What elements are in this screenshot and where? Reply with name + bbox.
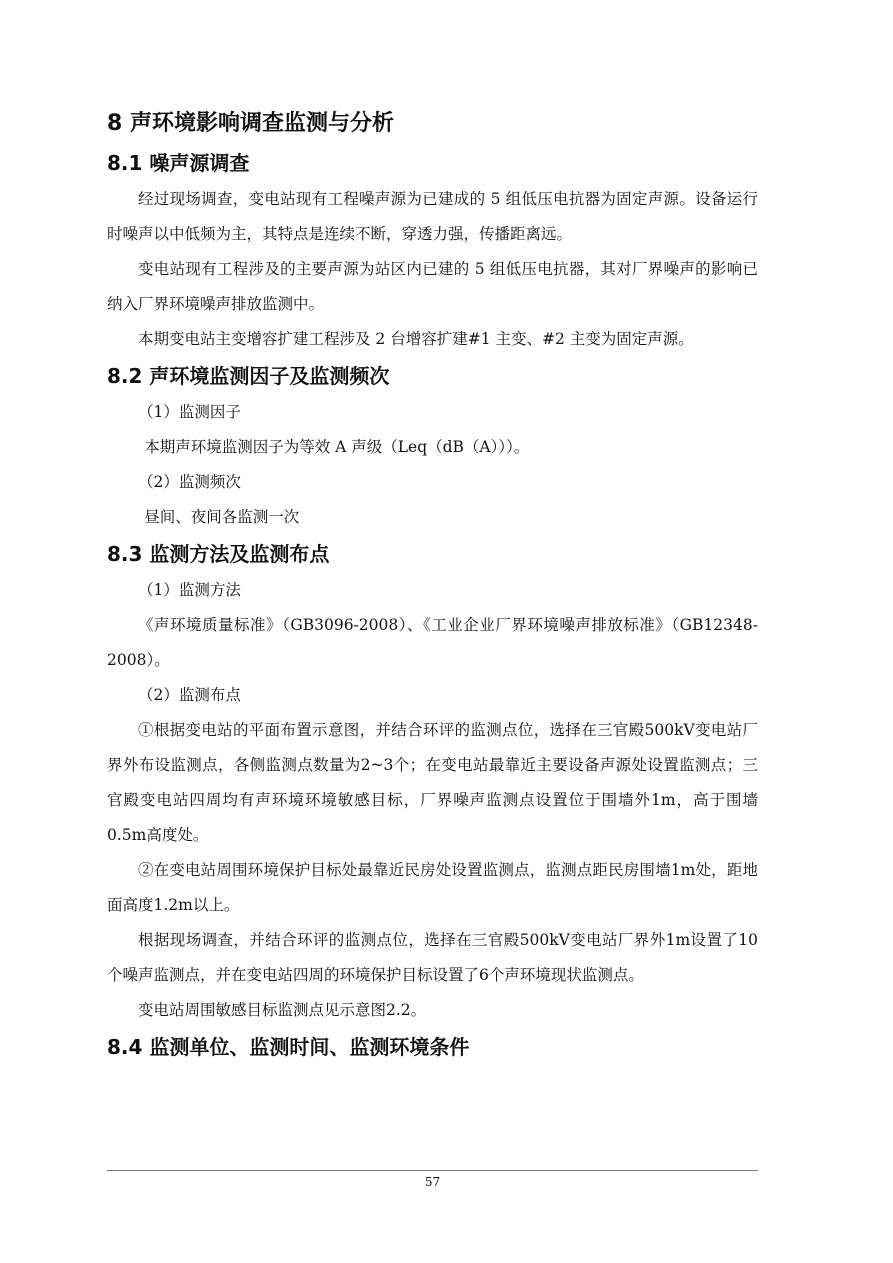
- subheading: （1）监测因子: [138, 403, 241, 421]
- section-heading-8-4: 8.4 监测单位、监测时间、监测环境条件: [107, 1035, 470, 1059]
- subheading: （2）监测频次: [138, 473, 241, 491]
- paragraph: ①根据变电站的平面布置示意图，并结合环评的监测点位，选择在三官殿500kV变电站厂界外布设监测点，各侧监测点数量为2~3个；在变电站最靠近主要设备声源处设置监测点；三官殿变电站四周均有声环境环境敏感目标，厂界噪声监测点设置位于围墙外1m，高于围墙0.5m高度处。: [107, 721, 758, 844]
- paragraph: 本期声环境监测因子为等效 A 声级（Leq（dB（A）））。: [144, 438, 530, 456]
- paragraph: 经过现场调查，变电站现有工程噪声源为已建成的 5 组低压电抗器为固定声源。设备运行时噪声以中低频为主，其特点是连续不断，穿透力强，传播距离远。: [107, 190, 758, 243]
- paragraph: 根据现场调查，并结合环评的监测点位，选择在三官殿500kV变电站厂界外1m设置了10个噪声监测点，并在变电站四周的环境保护目标设置了6个声环境现状监测点。: [107, 931, 758, 984]
- page-number: 57: [424, 1175, 441, 1189]
- paragraph: 昼间、夜间各监测一次: [144, 508, 300, 526]
- paragraph: 《声环境质量标准》（GB3096-2008）、《工业企业厂界环境噪声排放标准》（GB12348-2008）。: [107, 616, 758, 669]
- subheading: （2）监测布点: [138, 686, 241, 704]
- document-body: [107, 104, 758, 1066]
- subheading: （1）监测方法: [138, 581, 241, 599]
- footer-divider: [107, 1170, 758, 1171]
- section-heading-8-3: 8.3 监测方法及监测布点: [107, 542, 330, 566]
- paragraph: ②在变电站周围环境保护目标处最靠近民房处设置监测点，监测点距民房围墙1m处，距地面高度1.2m以上。: [107, 861, 758, 914]
- section-heading-8-1: 8.1 噪声源调查: [107, 151, 250, 175]
- paragraph: 变电站现有工程涉及的主要声源为站区内已建的 5 组低压电抗器，其对厂界噪声的影响已纳入厂界环境噪声排放监测中。: [107, 260, 758, 313]
- paragraph: 变电站周围敏感目标监测点见示意图2.2。: [138, 1001, 427, 1019]
- paragraph: 本期变电站主变增容扩建工程涉及 2 台增容扩建#1 主变、#2 主变为固定声源。: [138, 330, 694, 348]
- section-heading-8-2: 8.2 声环境监测因子及监测频次: [107, 364, 390, 388]
- chapter-title: 8 声环境影响调查监测与分析: [107, 111, 394, 136]
